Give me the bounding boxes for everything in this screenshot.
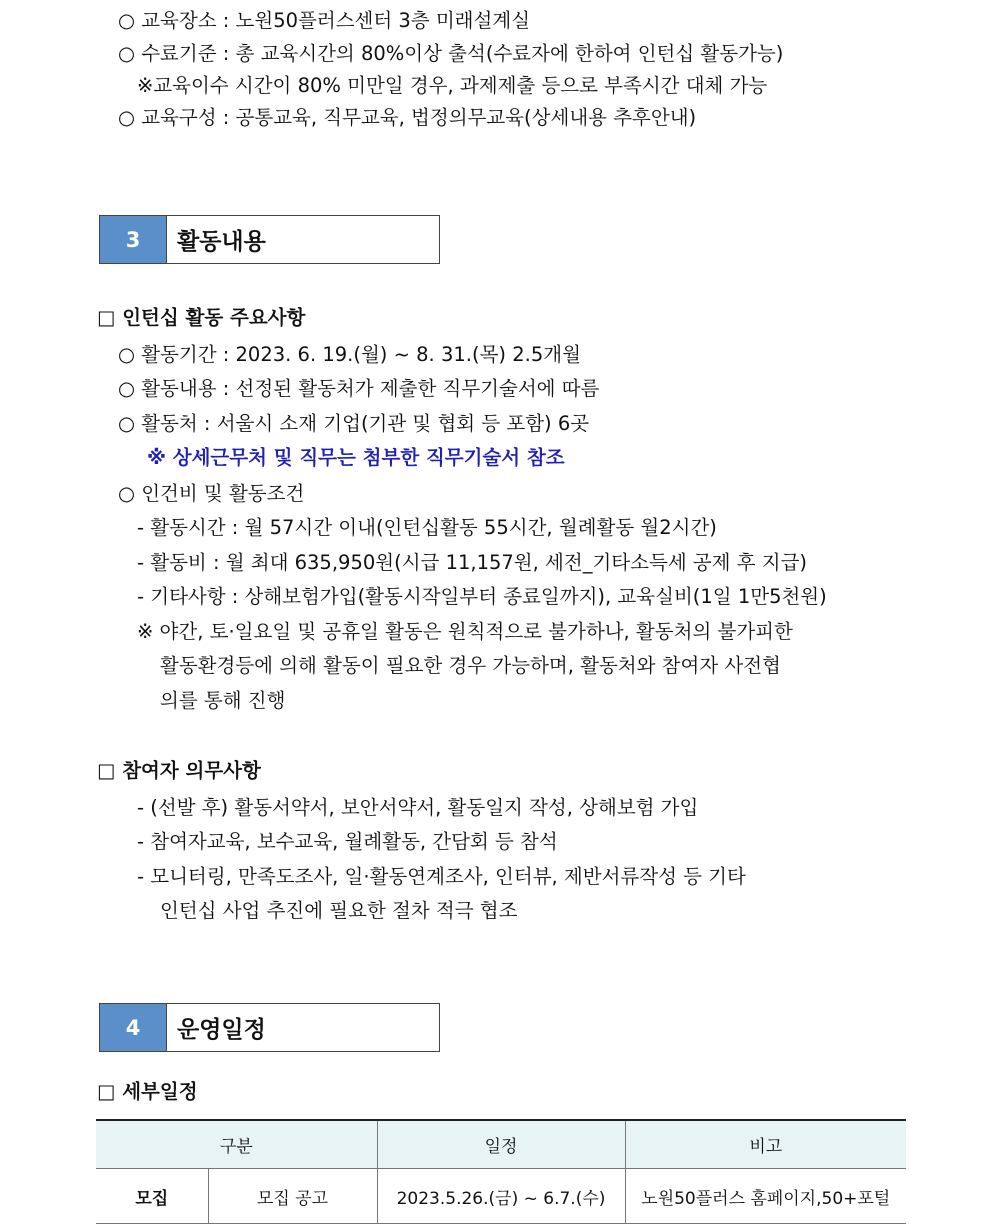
duties-item-4: 인턴십 사업 추진에 필요한 절차 적극 협조 bbox=[160, 899, 518, 922]
section-3-number: 3 bbox=[100, 216, 167, 263]
activity-pay: - 활동비 : 월 최대 635,950원(시급 11,157원, 세전_기타소득세 공제 후 지급) bbox=[137, 551, 808, 574]
row-item: 모집 공고 bbox=[208, 1169, 377, 1224]
header-category: 구분 bbox=[96, 1120, 377, 1169]
row-note: 노원50플러스 홈페이지,50+포털 bbox=[625, 1169, 906, 1224]
edu-structure-line: ○ 교육구성 : 공통교육, 직무교육, 법정의무교육(상세내용 추후안내) bbox=[118, 106, 697, 129]
completion-criteria-line: ○ 수료기준 : 총 교육시간의 80%이상 출석(수료자에 한하여 인턴십 활동가능) bbox=[118, 42, 784, 65]
activity-period: ○ 활동기간 : 2023. 6. 19.(월) ~ 8. 31.(목) 2.5개월 bbox=[118, 343, 581, 366]
section-3-header bbox=[99, 215, 440, 264]
row-date: 2023.5.26.(금) ~ 6.7.(수) bbox=[377, 1169, 625, 1224]
activity-hours: - 활동시간 : 월 57시간 이내(인턴십활동 55시간, 월례활동 월2시간) bbox=[137, 516, 717, 539]
section-4-title: 운영일정 bbox=[177, 1017, 266, 1043]
activity-note-3: 의를 통해 진행 bbox=[160, 689, 286, 712]
activity-place: ○ 활동처 : 서울시 소재 기업(기관 및 협회 등 포함) 6곳 bbox=[118, 412, 590, 435]
section-4-number: 4 bbox=[100, 1004, 167, 1051]
header-note: 비고 bbox=[625, 1120, 906, 1169]
edu-place-line: ○ 교육장소 : 노원50플러스센터 3층 미래설계실 bbox=[118, 9, 531, 32]
duties-item-3: - 모니터링, 만족도조사, 일·활동연계조사, 인터뷰, 제반서류작성 등 기타 bbox=[137, 865, 746, 888]
conditions-heading: ○ 인건비 및 활동조건 bbox=[118, 482, 305, 505]
table-row bbox=[96, 1169, 906, 1224]
activity-note-1: ※ 야간, 토·일요일 및 공휴일 활동은 원칙적으로 불가하나, 활동처의 불가피한 bbox=[137, 620, 793, 643]
activity-etc: - 기타사항 : 상해보험가입(활동시작일부터 종료일까지), 교육실비(1일 1만5천원) bbox=[137, 585, 827, 608]
duties-item-1: - (선발 후) 활동서약서, 보안서약서, 활동일지 작성, 상해보험 가입 bbox=[137, 796, 699, 819]
section-4-header bbox=[99, 1003, 440, 1052]
row-category: 모집 bbox=[96, 1169, 208, 1224]
duties-item-2: - 참여자교육, 보수교육, 월례활동, 간담회 등 참석 bbox=[137, 830, 558, 853]
activity-place-note: ※ 상세근무처 및 직무는 첨부한 직무기술서 참조 bbox=[147, 446, 565, 469]
activity-content: ○ 활동내용 : 선정된 활동처가 제출한 직무기술서에 따름 bbox=[118, 377, 600, 400]
activity-heading: □ 인턴십 활동 주요사항 bbox=[97, 306, 306, 329]
activity-note-2: 활동환경등에 의해 활동이 필요한 경우 가능하며, 활동처와 참여자 사전협 bbox=[160, 654, 781, 677]
schedule-header-row bbox=[96, 1120, 906, 1169]
schedule-heading: □ 세부일정 bbox=[97, 1080, 198, 1103]
schedule-table bbox=[96, 1119, 906, 1224]
section-3-title: 활동내용 bbox=[177, 229, 266, 255]
duties-heading: □ 참여자 의무사항 bbox=[97, 759, 261, 782]
completion-note-line: ※교육이수 시간이 80% 미만일 경우, 과제제출 등으로 부족시간 대체 가능 bbox=[137, 74, 768, 97]
header-date: 일정 bbox=[377, 1120, 625, 1169]
